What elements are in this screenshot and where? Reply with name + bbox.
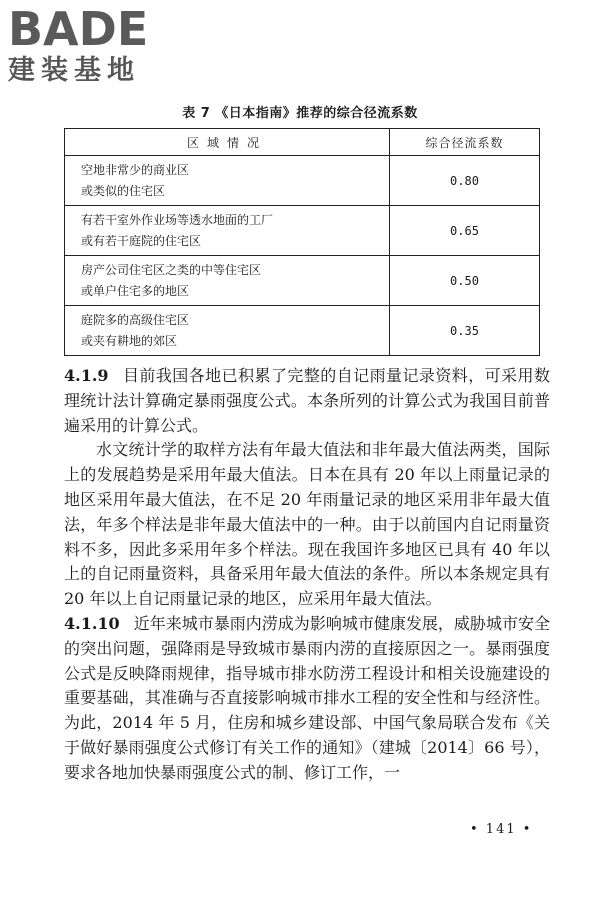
clause-4-1-9 <box>64 364 550 438</box>
coefficient-cell: 0.50 <box>390 256 540 306</box>
zone-line-2: 或夹有耕地的郊区 <box>81 333 178 348</box>
logo-wordmark <box>8 2 178 56</box>
clause-4-1-10 <box>64 612 550 786</box>
header-zone: 区域情况 <box>65 129 390 156</box>
table-row <box>65 206 540 256</box>
runoff-coefficient-table <box>64 128 540 356</box>
coefficient-cell: 0.35 <box>390 306 540 356</box>
clause-number: 4.1.9 <box>64 366 109 385</box>
clause-number: 4.1.10 <box>64 613 120 633</box>
zone-cell <box>65 206 390 256</box>
zone-line-1: 有若干室外作业场等透水地面的工厂 <box>81 212 274 227</box>
clause-text: 近年来城市暴雨内涝成为影响城市健康发展，威胁城市安全的突出问题，强降雨是导致城市暴雨内涝的直接原因之一。暴雨强度公式是反映降雨规律，指导城市排水防涝工程设计和相关设施建设的重要基础，其准确与否直接影响城市排水工程的安全性和与经济性。为此，2014 年 5 月，住房和城乡建设部、中国气象局联合发布《关于做好暴雨强度公式修订有关工作的通知》（建城〔2014〕66 号），要求各地加快暴雨强度公式的制、修订工作，一 <box>64 613 550 782</box>
zone-cell <box>65 156 390 206</box>
coefficient-cell: 0.80 <box>390 156 540 206</box>
table-row <box>65 306 540 356</box>
header-coefficient: 综合径流系数 <box>390 129 540 156</box>
table-header-row <box>65 129 540 156</box>
bade-logo <box>8 2 178 86</box>
coefficient-cell: 0.65 <box>390 206 540 256</box>
zone-cell <box>65 256 390 306</box>
zone-line-2: 或有若干庭院的住宅区 <box>81 233 202 248</box>
zone-line-1: 空地非常少的商业区 <box>81 162 190 177</box>
logo-wordmark-text: BADE <box>8 2 149 56</box>
zone-line-2: 或类似的住宅区 <box>81 183 166 198</box>
clause-4-1-9-paragraph-2: 水文统计学的取样方法有年最大值法和非年最大值法两类，国际上的发展趋势是采用年最大值法。日本在具有 20 年以上雨量记录的地区采用年最大值法，在不足 20 年雨量记录的地区采用非年最大值法，年多个样法是非年最大值法中的一种。由于以前国内自记雨量资料不多，因此多采用年多个样法。现在我国许多地区已具有 40 年以上的自记雨量资料，具备采用年最大值法的条件。所以本条规定具有 20 年以上自记雨量记录的地区，应采用年最大值法。 <box>64 440 550 609</box>
logo-subtitle: 建装基地 <box>8 55 140 86</box>
page-number: • 141 • <box>470 822 533 837</box>
table-row <box>65 156 540 206</box>
body-text <box>64 364 550 786</box>
zone-line-1: 庭院多的高级住宅区 <box>81 312 190 327</box>
clause-text: 目前我国各地已积累了完整的自记雨量记录资料，可采用数理统计法计算确定暴雨强度公式。本条所列的计算公式为我国目前普遍采用的计算公式。 <box>64 366 550 435</box>
zone-line-1: 房产公司住宅区之类的中等住宅区 <box>81 262 262 277</box>
table-row <box>65 256 540 306</box>
zone-cell <box>65 306 390 356</box>
zone-line-2: 或单户住宅多的地区 <box>81 283 190 298</box>
table-caption: 表 7 《日本指南》推荐的综合径流系数 <box>182 106 418 121</box>
